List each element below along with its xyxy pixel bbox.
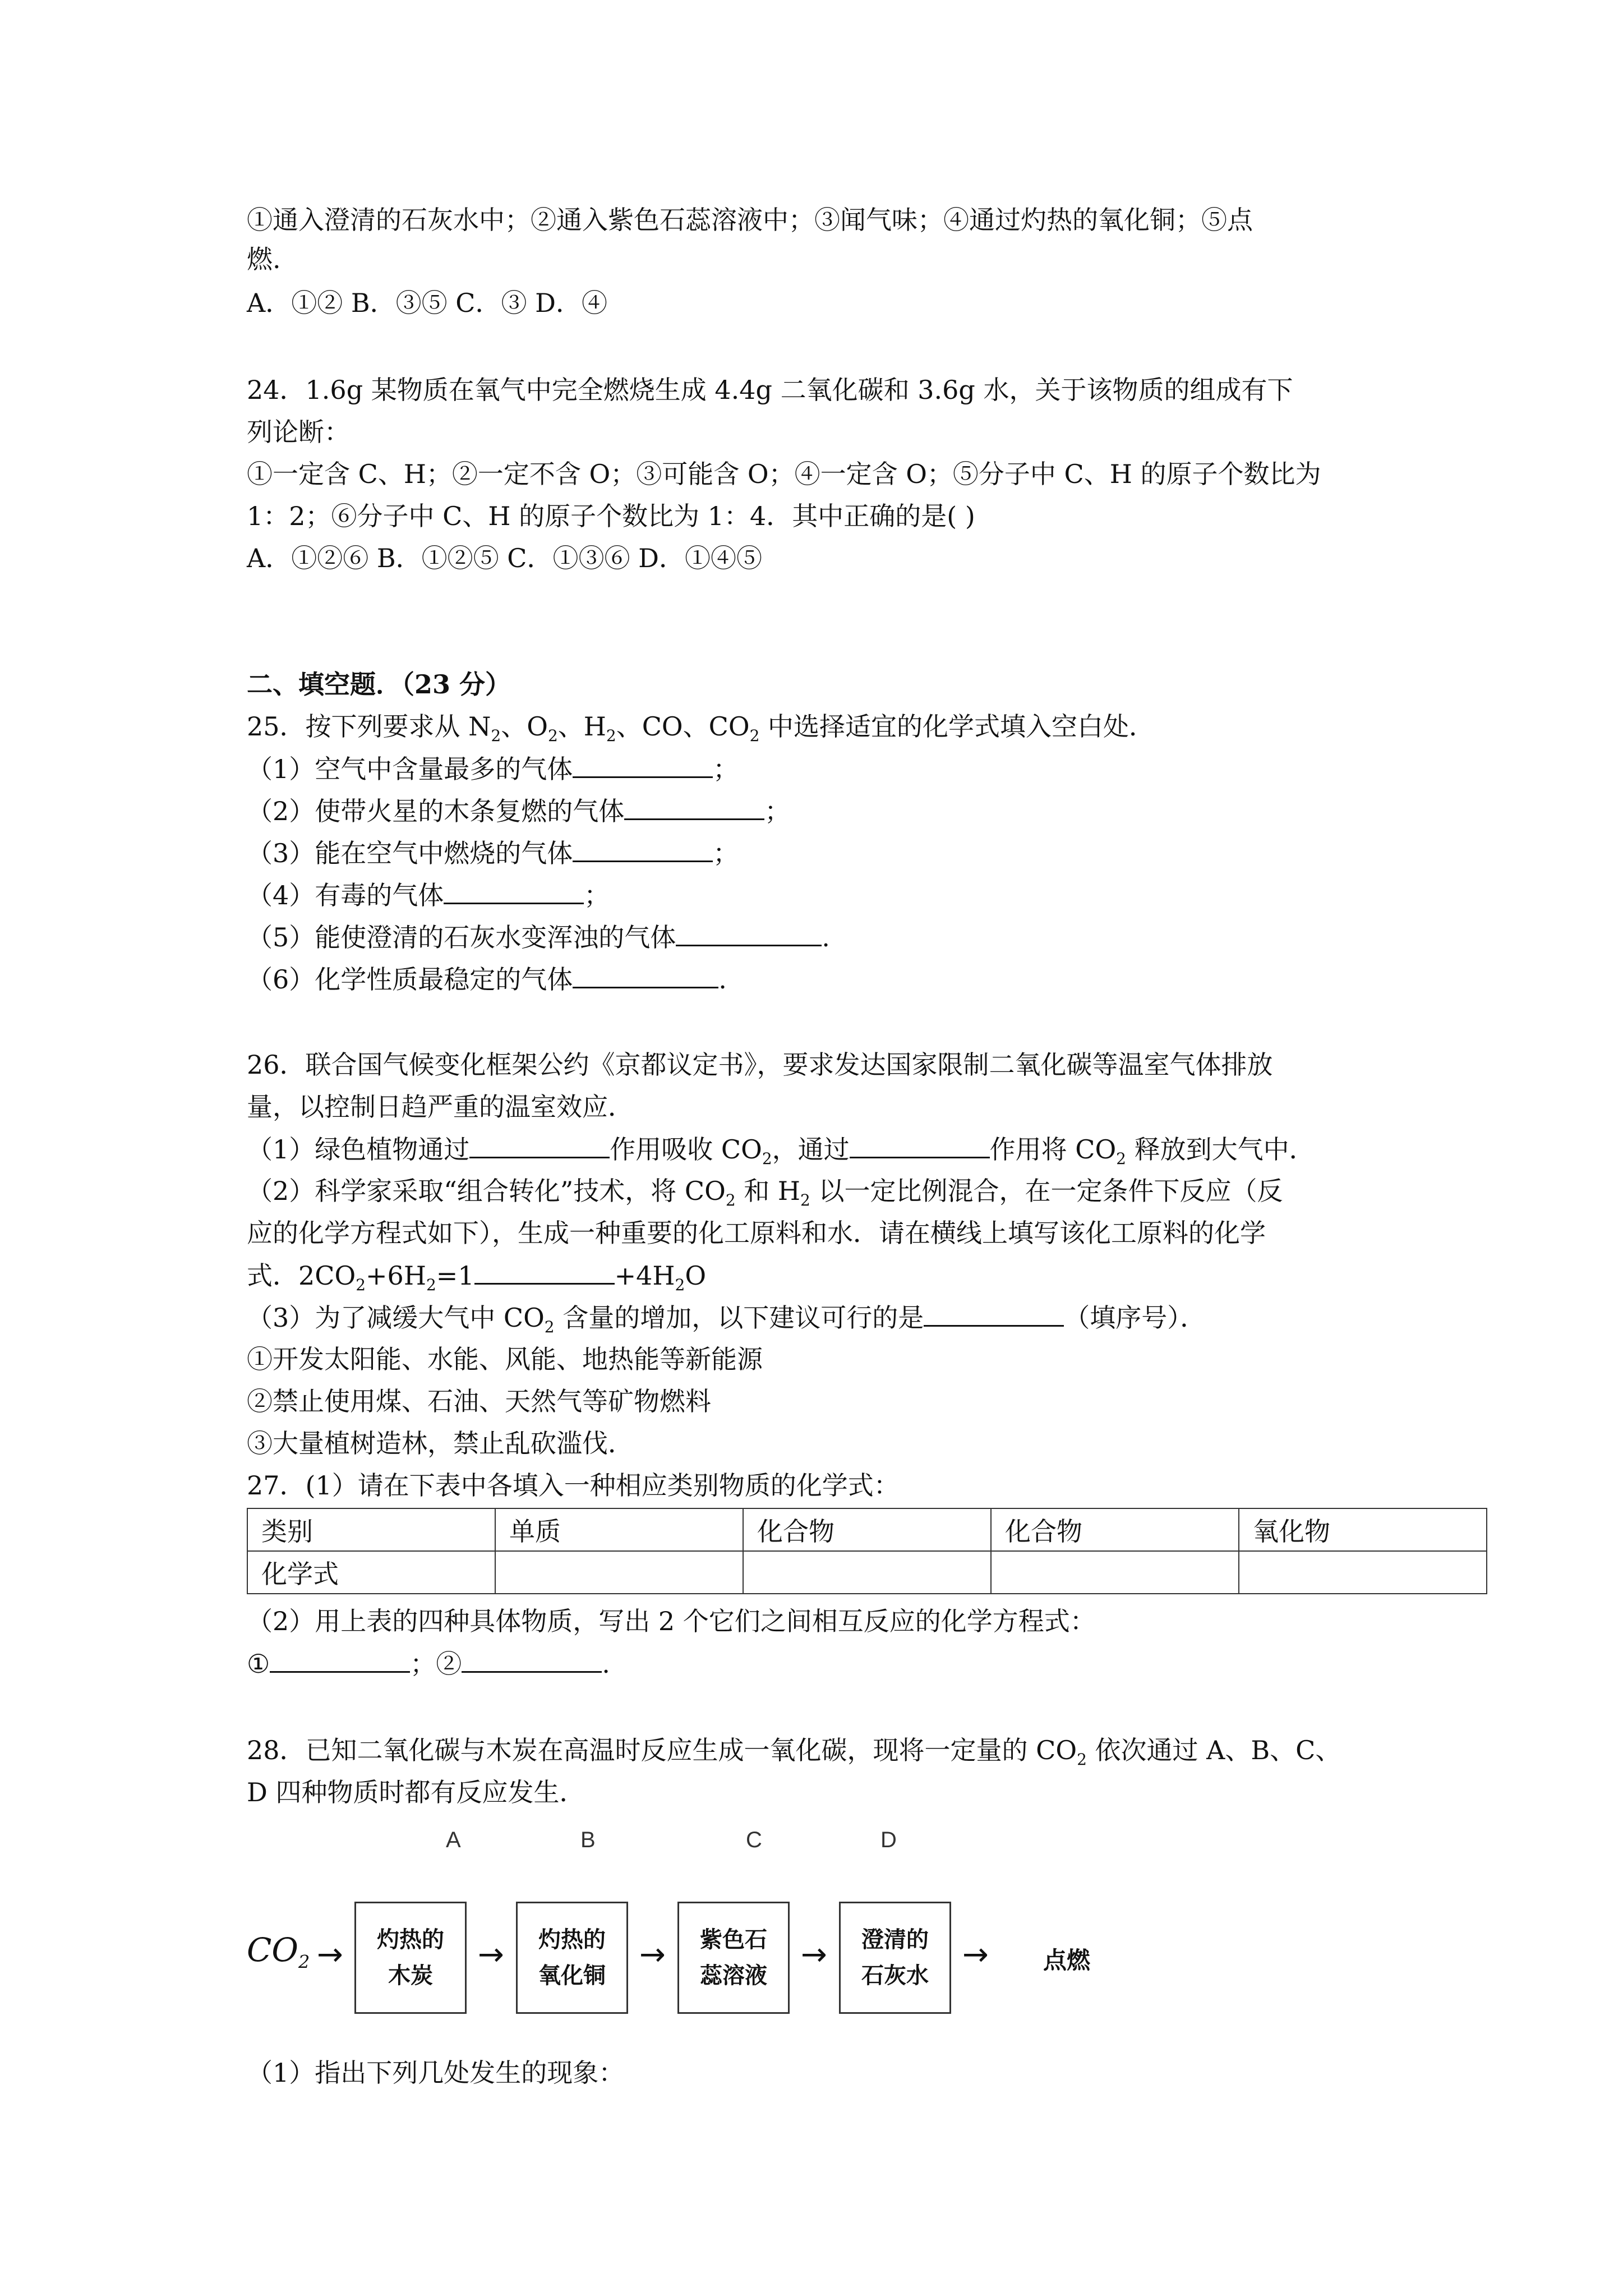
answer-blank[interactable] [924, 1300, 1064, 1327]
answer-blank[interactable] [573, 962, 718, 988]
box-hot-charcoal: 灼热的 木炭 [354, 1902, 467, 2014]
q28-line1: 28．已知二氧化碳与木炭在高温时反应生成一氧化碳，现将一定量的 $CO_2$ 依次通过 A、B、C、 [247, 1735, 1341, 1769]
q25-item-2: （2）使带火星的木条复燃的气体 ； [247, 794, 790, 828]
section-title: 二、填空题．（23 分） [247, 669, 511, 700]
q26-line7: （3）为了减缓大气中 $CO_2$ 含量的增加，以下建议可行的是 （填序号）． [247, 1300, 1206, 1335]
q26-line1: 26．联合国气候变化框架公约《京都议定书》，要求发达国家限制二氧化碳等温室气体排放 [247, 1050, 1273, 1080]
q26-option-1: ①开发太阳能、水能、风能、地热能等新能源 [247, 1344, 763, 1374]
q25-item-1: （1）空气中含量最多的气体 ； [247, 752, 739, 786]
box-hot-copper-oxide: 灼热的 氧化铜 [516, 1902, 628, 2014]
q26-line3: （1）绿色植物通过 作用吸收 $CO_2$，通过 作用将 $CO_2$ 释放到大气中． [247, 1132, 1315, 1166]
q26-line6: 式．$2CO_2+6H_2=1 +4H_2O$ [247, 1258, 706, 1292]
q25-item-4: （4）有毒的气体 ； [247, 878, 610, 912]
q26-option-3: ③大量植树造林，禁止乱砍滥伐． [247, 1428, 634, 1458]
q24-line3: ①一定含 C、H；②一定不含 O；③可能含 O；④一定含 O；⑤分子中 C、H 的原子个数比为 [247, 459, 1321, 489]
table-cell: 单质 [495, 1508, 743, 1551]
arrow-icon: → [639, 1936, 666, 1973]
q27-line2: （2）用上表的四种具体物质，写出 2 个它们之间相互反应的化学方程式： [247, 1606, 1096, 1636]
table-row [247, 1508, 1487, 1551]
q28-line3: （1）指出下列几处发生的现象： [247, 2058, 625, 2088]
label-c: C [746, 1828, 762, 1852]
q27-line1: 27．(1）请在下表中各填入一种相应类别物质的化学式： [247, 1470, 900, 1501]
q25-prompt: 25．按下列要求从 $N_2$、$O_2$、$H_2$、CO、$CO_2$ 中选择适宜的化学式填入空白处． [247, 711, 1155, 746]
table-cell: 化合物 [991, 1508, 1239, 1551]
arrow-icon: → [478, 1936, 504, 1973]
q23-line1: ①通入澄清的石灰水中；②通入紫色石蕊溶液中；③闻气味；④通过灼热的氧化铜；⑤点 [247, 205, 1253, 235]
answer-blank[interactable] [676, 920, 822, 946]
answer-blank[interactable] [444, 878, 584, 904]
answer-blank[interactable] [462, 1646, 602, 1673]
arrow-icon: → [801, 1936, 827, 1973]
answer-blank[interactable] [573, 836, 713, 862]
q27-line3: ① ；② . [247, 1646, 610, 1681]
q25-item-3: （3）能在空气中燃烧的气体 ； [247, 836, 739, 870]
arrow-icon: → [962, 1936, 989, 1973]
table-cell: 氧化物 [1239, 1508, 1487, 1551]
table-cell-input[interactable] [1239, 1551, 1487, 1594]
label-b: B [580, 1828, 596, 1852]
table-cell-input[interactable] [495, 1551, 743, 1594]
q24-line2: 列论断： [247, 417, 350, 447]
q28-line2: D 四种物质时都有反应发生． [247, 1777, 585, 1807]
q26-line4: （2）科学家采取“组合转化”技术，将 $CO_2$ 和 $H_2$ 以一定比例混合，在一定条件下反应（反 [247, 1176, 1283, 1210]
q24-line4: 1：2；⑥分子中 C、H 的原子个数比为 1：4．其中正确的是( ) [247, 501, 975, 531]
answer-blank[interactable] [624, 794, 764, 820]
q25-item-6: （6）化学性质最稳定的气体 . [247, 962, 727, 996]
label-a: A [446, 1828, 461, 1852]
answer-blank[interactable] [270, 1646, 410, 1673]
label-d: D [880, 1828, 897, 1852]
q26-option-2: ②禁止使用煤、石油、天然气等矿物燃料 [247, 1386, 711, 1416]
arrow-icon: → [317, 1936, 343, 1973]
q27-table [247, 1508, 1487, 1594]
table-cell-input[interactable] [991, 1551, 1239, 1594]
q25-item-5: （5）能使澄清的石灰水变浑浊的气体 . [247, 920, 830, 954]
co2-label: $CO_2$ [247, 1931, 310, 1973]
answer-blank[interactable] [469, 1132, 610, 1158]
table-row [247, 1551, 1487, 1594]
answer-blank[interactable] [474, 1258, 615, 1285]
q23-line2: 燃. [247, 244, 281, 274]
table-cell: 化合物 [743, 1508, 991, 1551]
table-cell-input[interactable] [743, 1551, 991, 1594]
box-litmus-solution: 紫色石 蕊溶液 [677, 1902, 790, 2014]
box-limewater: 澄清的 石灰水 [839, 1902, 951, 2014]
table-cell: 化学式 [247, 1551, 495, 1594]
answer-blank[interactable] [850, 1132, 990, 1158]
q24-options: A．①②⑥ B．①②⑤ C．①③⑥ D．①④⑤ [247, 543, 762, 573]
q26-line2: 量，以控制日趋严重的温室效应． [247, 1092, 634, 1122]
q26-line5: 应的化学方程式如下），生成一种重要的化工原料和水．请在横线上填写该化工原料的化学 [247, 1218, 1266, 1248]
table-cell: 类别 [247, 1508, 495, 1551]
q24-line1: 24．1.6g 某物质在氧气中完全燃烧生成 4.4g 二氧化碳和 3.6g 水，关于该物质的组成有下 [247, 375, 1293, 405]
ignite-label: 点燃 [1043, 1947, 1091, 1974]
q23-options: A．①② B．③⑤ C．③ D．④ [247, 288, 607, 318]
answer-blank[interactable] [573, 752, 713, 778]
